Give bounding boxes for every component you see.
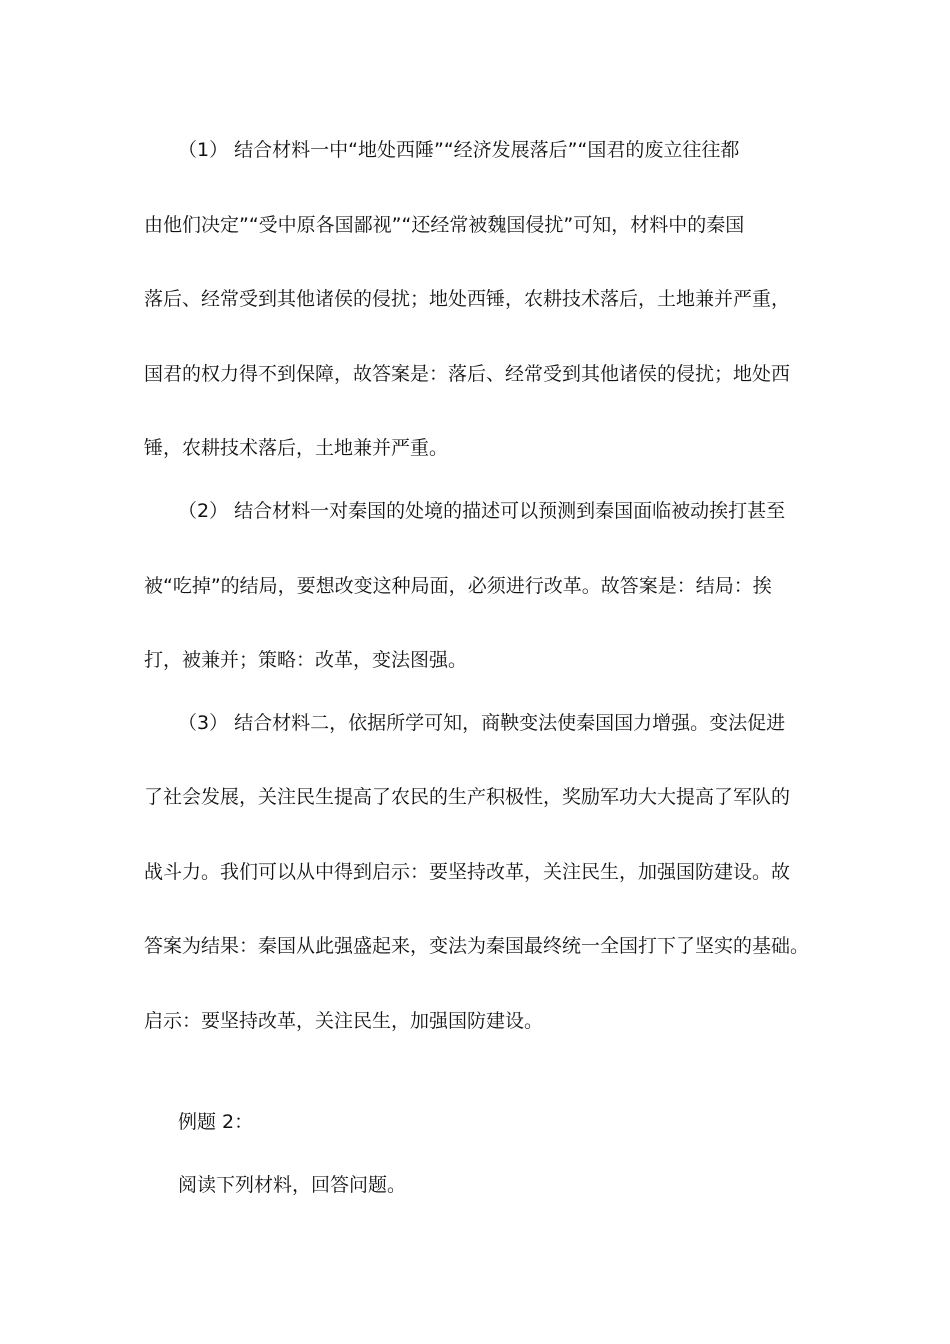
- paragraph-2-line-2: 被“吃掉”的结局，要想改变这种局面，必须进行改革。故答案是：结局：挨: [144, 575, 772, 597]
- paragraph-1-line-4: 国君的权力得不到保障，故答案是：落后、经常受到其他诸侯的侵扰；地处西: [144, 363, 791, 385]
- example-instruction: 阅读下列材料，回答问题。: [178, 1174, 407, 1196]
- paragraph-2-line-3: 打，被兼并；策略：改革，变法图强。: [144, 649, 468, 671]
- paragraph-3-line-2: 了社会发展，关注民生提高了农民的生产积极性，奖励军功大大提高了军队的: [144, 786, 791, 808]
- paragraph-3-line-1: （3） 结合材料二，依据所学可知，商鞅变法使秦国国力增强。变法促进: [178, 712, 786, 734]
- paragraph-3-line-4: 答案为结果：秦国从此强盛起来，变法为秦国最终统一全国打下了坚实的基础。: [144, 935, 810, 957]
- paragraph-1-line-2: 由他们决定”“受中原各国鄙视”“还经常被魏国侵扰”可知，材料中的秦国: [144, 214, 745, 236]
- paragraph-3-line-3: 战斗力。我们可以从中得到启示：要坚持改革，关注民生，加强国防建设。故: [144, 861, 791, 883]
- paragraph-1-line-3: 落后、经常受到其他诸侯的侵扰；地处西锤，农耕技术落后，土地兼并严重，: [144, 288, 791, 310]
- paragraph-1-line-5: 锤，农耕技术落后，土地兼并严重。: [144, 437, 449, 459]
- paragraph-1-line-1: （1） 结合材料一中“地处西陲”“经济发展落后”“国君的废立往往都: [178, 139, 740, 161]
- paragraph-3-line-5: 启示：要坚持改革，关注民生，加强国防建设。: [144, 1010, 544, 1032]
- paragraph-2-line-1: （2） 结合材料一对秦国的处境的描述可以预测到秦国面临被动挨打甚至: [178, 500, 786, 522]
- example-heading: 例题 2：: [178, 1111, 254, 1133]
